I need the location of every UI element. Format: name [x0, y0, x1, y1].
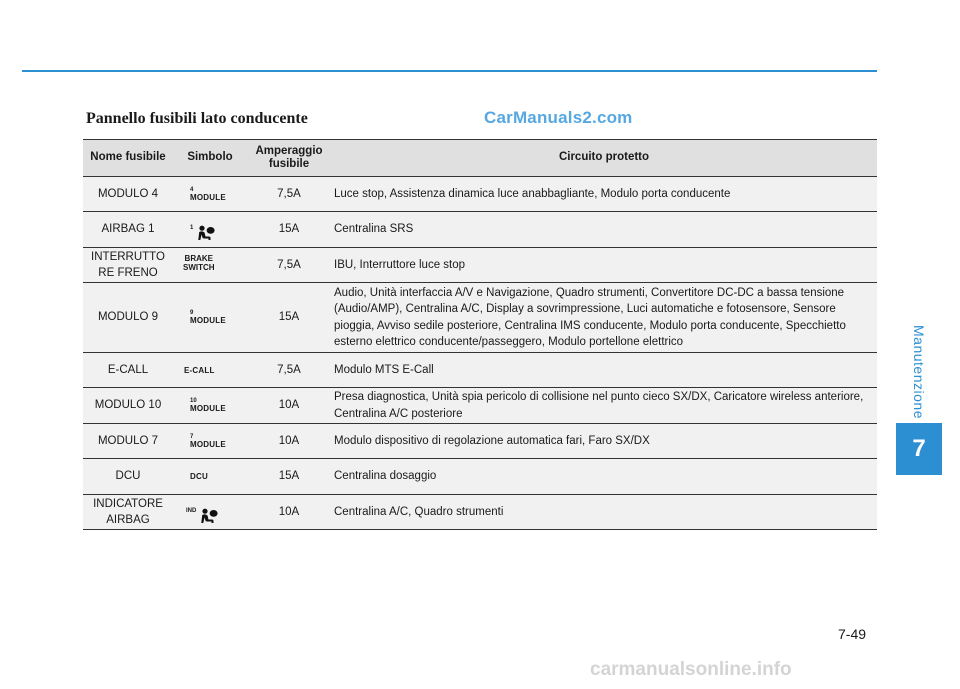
fuse-amperage: 10A	[247, 388, 331, 424]
symbol-number: 7	[190, 433, 194, 440]
page-number: 7-49	[838, 626, 867, 642]
symbol-number: 10	[190, 398, 197, 404]
symbol-number: 4	[190, 186, 194, 193]
fuse-symbol	[173, 248, 247, 283]
fuse-amperage: 10A	[247, 495, 331, 530]
table-row	[83, 388, 877, 424]
table-row	[83, 353, 877, 388]
chapter-side-label	[896, 312, 942, 432]
table-row	[83, 177, 877, 212]
watermark-bottom: carmanualsonline.info	[590, 659, 792, 680]
fuse-symbol	[173, 353, 247, 388]
symbol-text: DCU	[190, 472, 208, 481]
fuse-amperage: 15A	[247, 459, 331, 495]
table-header-row	[83, 140, 877, 177]
fuse-symbol	[173, 495, 247, 530]
fuse-name: INTERRUTTO RE FRENO	[83, 248, 173, 283]
fuse-amperage: 15A	[247, 283, 331, 353]
fuse-table	[83, 139, 877, 530]
symbol-text: MODULE	[190, 439, 226, 449]
watermark-top: CarManuals2.com	[484, 108, 633, 127]
fuse-symbol	[173, 424, 247, 459]
table-row	[83, 459, 877, 495]
table-row	[83, 212, 877, 248]
fuse-circuit: Centralina A/C, Quadro strumenti	[331, 495, 877, 530]
symbol-text: MODULE	[190, 192, 226, 202]
header-symbol: Simbolo	[173, 140, 247, 177]
symbol-number: 9	[190, 310, 194, 316]
fuse-symbol	[173, 212, 247, 248]
fuse-circuit: Audio, Unità interfaccia A/V e Navigazione, Quadro strumenti, Convertitore DC-DC a bassa tensione (Audio/AMP), Centralina A/C, Display a sovrimpressione, Luci automatiche e fotosensore, Sensore pioggia, Avviso sedile posteriore, Centralina IMS conducente, Modulo porta conducente, Specchietto esterno elettrico conducente/passeggero, Modulo portellone elettrico	[331, 283, 877, 353]
fuse-amperage: 15A	[247, 212, 331, 248]
fuse-symbol	[173, 459, 247, 495]
chapter-side-label-text: Manutenzione	[911, 325, 928, 419]
fuse-amperage: 10A	[247, 424, 331, 459]
fuse-name: AIRBAG 1	[83, 212, 173, 248]
symbol-text-line1: BRAKE	[184, 254, 213, 264]
header-circuit: Circuito protetto	[331, 140, 877, 177]
section-title: Pannello fusibili lato conducente	[86, 110, 308, 127]
symbol-text: E-CALL	[184, 365, 215, 375]
fuse-name: MODULO 10	[83, 388, 173, 424]
airbag-icon	[200, 508, 218, 524]
fuse-symbol	[173, 388, 247, 424]
fuse-name: E-CALL	[83, 353, 173, 388]
fuse-circuit: Modulo MTS E-Call	[331, 353, 877, 388]
fuse-name: MODULO 7	[83, 424, 173, 459]
fuse-amperage: 7,5A	[247, 177, 331, 212]
fuse-amperage: 7,5A	[247, 248, 331, 283]
fuse-symbol	[173, 177, 247, 212]
fuse-circuit: Modulo dispositivo di regolazione automatica fari, Faro SX/DX	[331, 424, 877, 459]
fuse-name: DCU	[83, 459, 173, 495]
fuse-circuit: Centralina dosaggio	[331, 459, 877, 495]
fuse-name: MODULO 4	[83, 177, 173, 212]
symbol-text: MODULE	[190, 404, 226, 413]
table-row	[83, 495, 877, 530]
fuse-circuit: Presa diagnostica, Unità spia pericolo di collisione nel punto cieco SX/DX, Caricatore wireless anteriore, Centralina A/C posteriore	[331, 388, 877, 424]
fuse-circuit: IBU, Interruttore luce stop	[331, 248, 877, 283]
table-row	[83, 283, 877, 353]
symbol-number: 1	[190, 225, 194, 231]
fuse-circuit: Luce stop, Assistenza dinamica luce anabbagliante, Modulo porta conducente	[331, 177, 877, 212]
symbol-text: MODULE	[190, 316, 226, 325]
fuse-symbol	[173, 283, 247, 353]
chapter-tab: 7	[896, 423, 942, 475]
header-fuse-name: Nome fusibile	[83, 140, 173, 177]
header-amperage: Amperaggio fusibile	[247, 140, 331, 177]
airbag-icon	[197, 225, 215, 241]
fuse-name: INDICATORE AIRBAG	[83, 495, 173, 530]
table-row	[83, 248, 877, 283]
table-row	[83, 424, 877, 459]
fuse-name: MODULO 9	[83, 283, 173, 353]
fuse-amperage: 7,5A	[247, 353, 331, 388]
symbol-text-line2: SWITCH	[183, 263, 215, 273]
fuse-circuit: Centralina SRS	[331, 212, 877, 248]
symbol-number: IND	[186, 507, 197, 514]
header-rule	[22, 70, 877, 72]
